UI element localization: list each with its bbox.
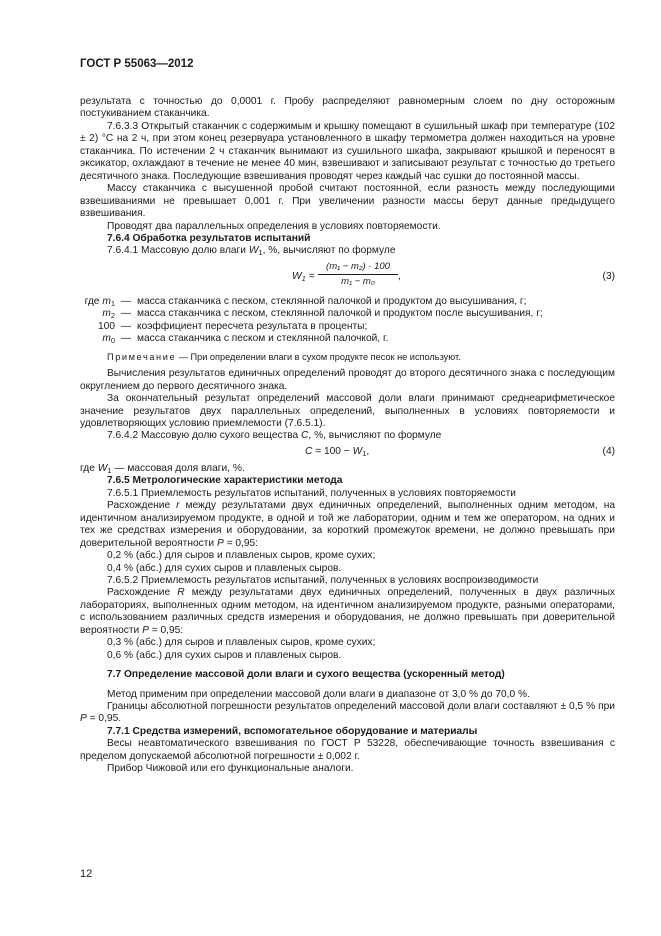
list-item: 0,6 % (абс.) для сухих сыров и плавленых сыров. xyxy=(107,649,342,661)
paragraph-7-6-5-1: 7.6.5.1 Приемлемость результатов испытаний, полученных в условиях повторяемости xyxy=(107,487,516,499)
paragraph-7-6-4-2: 7.6.4.2 Массовую долю сухого вещества C, %, вычисляют по формуле xyxy=(107,430,442,442)
paragraph: Расхождение R между результатами двух единичных определений, полученных в двух различных лабораториях, выполненных одним методом, на идентичном анализируемом продукте, разными операторами, с использованием различных средств измерения и оборудования, не должно превышать при доверительной вероятности P = 0,95: xyxy=(80,587,616,636)
list-item: 0,4 % (абс.) для сухих сыров и плавленых сыров. xyxy=(107,562,342,574)
section-heading-7-6-4: 7.6.4 Обработка результатов испытаний xyxy=(107,232,311,244)
paragraph: Границы абсолютной погрешности результатов определений массовой доли влаги составляют ± 0,5 % при P = 0,95. xyxy=(80,701,615,725)
section-heading-7-6-5: 7.6.5 Метрологические характеристики метода xyxy=(107,475,343,487)
formula-fraction xyxy=(318,261,398,289)
paragraph: Проводят два параллельных определения в условиях повторяемости. xyxy=(107,220,441,232)
document-body xyxy=(80,96,615,776)
formula-numerator: (m₁ − m₂) · 100 xyxy=(318,261,398,275)
standard-header: ГОСТ Р 55063—2012 xyxy=(80,58,194,70)
formula-number: (3) xyxy=(602,270,615,282)
section-heading-7-7: 7.7 Определение массовой доли влаги и сухого вещества (ускоренный метод) xyxy=(107,669,505,681)
paragraph-7-6-4-1: 7.6.4.1 Массовую долю влаги $W_1$, %, вычисляют по формуле xyxy=(107,245,396,258)
paragraph: Расхождение r между результатами двух единичных определений, выполненных одним методом, на идентичном анализируемом продукте, в одной и той же лаборатории, одним и тем же оператором, на одних и тех же средствах измерения и оборудовании, за короткий промежуток времени, не должно превышать при доверительной вероятности P = 0,95: xyxy=(80,500,615,549)
list-item: 0,3 % (абс.) для сыров и плавленых сыров, кроме сухих; xyxy=(107,637,376,649)
variable-definitions xyxy=(80,296,615,346)
definition-row: где $m_1$ — масса стаканчика с песком, стеклянной палочкой и продуктом до высушивания, г; xyxy=(84,295,527,308)
formula-4: $C = 100 - W_1$, (4) xyxy=(305,445,615,458)
formula-lhs: $W_1$ = xyxy=(292,270,315,283)
definition-row: $m_0$ — масса стаканчика с песком и стеклянной палочкой, г. xyxy=(102,333,389,346)
definition-row: 100 — коэффициент пересчета результата в проценты; xyxy=(98,320,368,332)
paragraph: где $W_1$ — массовая доля влаги, %. xyxy=(80,462,245,475)
note: Примечание — При определении влаги в сухом продукте песок не используют. xyxy=(107,351,461,362)
paragraph: Массу стаканчика с высушенной пробой считают постоянной, если разность между последующими взвешиваниями не превышает 0,001 г. При увеличении разности массы берут данные предыдущего взвешивания. xyxy=(80,183,615,220)
formula-3: $W_1$ = $\frac{\text{(m₁ − m₂) · 100}}{\text{m₁ − m₀}}$ , (3) xyxy=(292,260,615,288)
paragraph-7-6-5-2: 7.6.5.2 Приемлемость результатов испытаний, полученных в условиях воспроизводимости xyxy=(107,574,539,586)
paragraph: результата с точностью до 0,0001 г. Пробу распределяют равномерным слоем по дну осторожным постукиванием стаканчика. xyxy=(80,96,615,120)
paragraph: Вычисления результатов единичных определений проводят до второго десятичного знака с последующим округлением до первого десятичного знака. xyxy=(80,368,615,392)
paragraph-7-6-3-3: 7.6.3.3 Открытый стаканчик с содержимым и крышку помещают в сушильный шкаф при температуре (102 ± 2) °С на 2 ч, при этом конец резервуара установленного в шкафу термометра должен находиться на уровне стаканчика. По истечении 2 ч стаканчик вынимают из сушильного шкафа, закрывают крышкой и переносят в эксикатор, охлаждают в течение не менее 40 мин, взвешивают и записывают результат с точностью до третьего десятичного знака. Последующие взвешивания проводят через каждый час сушки до постоянной массы. xyxy=(80,120,615,182)
section-heading-7-7-1: 7.7.1 Средства измерений, вспомогательное оборудование и материалы xyxy=(107,725,478,737)
definition-row: $m_2$ — масса стаканчика с песком, стеклянной палочкой и продуктом после высушивания, г; xyxy=(102,308,543,321)
page-number: 12 xyxy=(80,868,93,880)
paragraph: Метод применим при определении массовой доли влаги в диапазоне от 3,0 % до 70,0 %. xyxy=(107,688,530,700)
formula-denominator: m₁ − m₀ xyxy=(341,276,375,288)
list-item: 0,2 % (абс.) для сыров и плавленых сыров, кроме сухих; xyxy=(107,550,376,562)
formula-number: (4) xyxy=(602,445,615,457)
paragraph: Весы неавтоматического взвешивания по ГОСТ Р 53228, обеспечивающие точность взвешивания с пределом допускаемой абсолютной погрешности ± 0,002 г. xyxy=(80,738,615,762)
paragraph: Прибор Чижовой или его функциональные аналоги. xyxy=(107,763,354,775)
paragraph: За окончательный результат определений массовой доли влаги принимают среднеарифметическое значение результатов двух параллельных определений, выполненных в условиях повторяемости и удовлетворяющих условию приемлемости (7.6.5.1). xyxy=(80,393,615,429)
